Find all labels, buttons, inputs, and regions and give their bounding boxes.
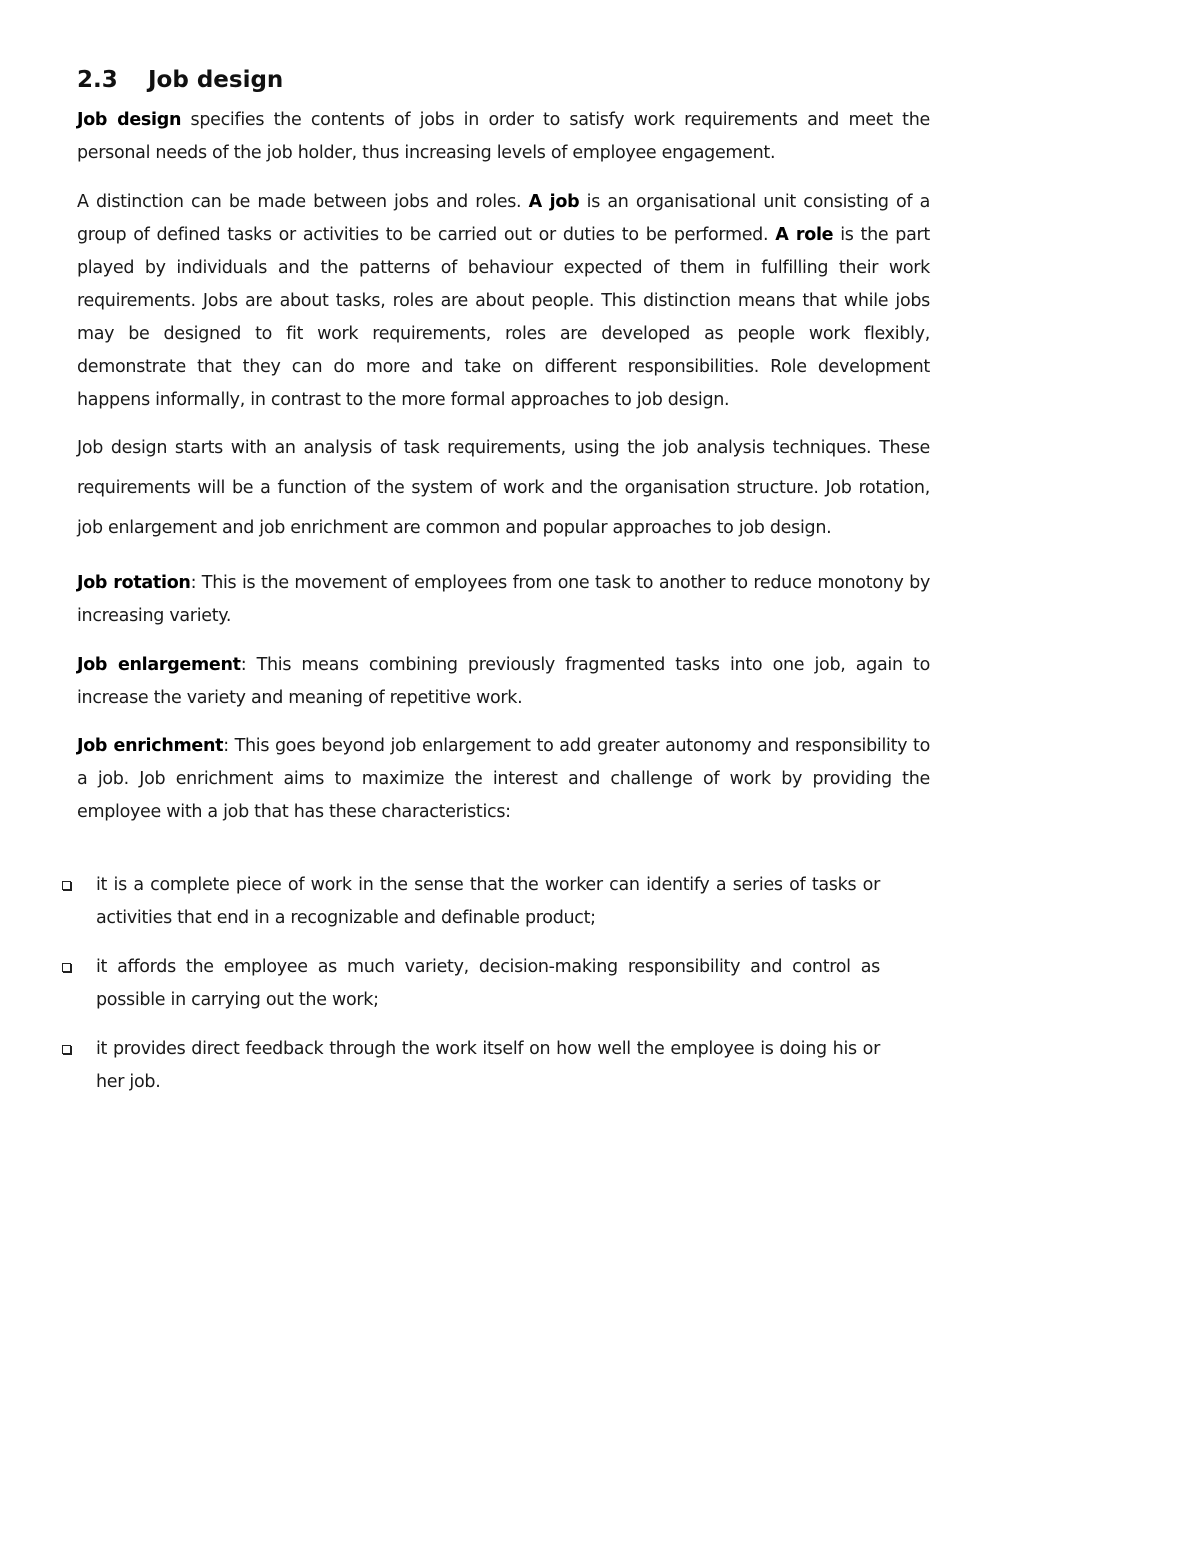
square-bullet-icon — [62, 1045, 71, 1054]
paragraph-text: is an organisational unit consisting of a group of defined tasks or activities to be carried out or duties to be performed. — [77, 192, 931, 245]
paragraph-text: : This means combining previously fragmented tasks into one job, again to increase the variety and meaning of repetitive work. — [77, 655, 930, 708]
list-item — [60, 869, 880, 935]
square-bullet-icon — [62, 963, 71, 972]
list-item — [60, 1033, 880, 1099]
term-job-design: Job design — [77, 110, 182, 130]
list-item-text: it affords the employee as much variety, decision-making responsibility and control as possible in carrying out the work; — [96, 957, 880, 1010]
section-number: 2.3 — [77, 67, 118, 94]
paragraph-job-design-approaches — [77, 428, 930, 548]
term-job-enlargement: Job enlargement — [77, 655, 241, 675]
paragraph-jobs-vs-roles — [77, 186, 930, 417]
square-bullet-icon — [62, 881, 71, 890]
list-item-text: it is a complete piece of work in the sense that the worker can identify a series of tasks or activities that end in a recognizable and definable product; — [96, 875, 880, 928]
list-item — [60, 951, 880, 1017]
paragraph-text: : This goes beyond job enlargement to add greater autonomy and responsibility to a job. Job enrichment aims to maximize the interest and challenge of work by providing the employee with a job that has these characteristics: — [77, 736, 930, 822]
paragraph-job-rotation — [77, 567, 930, 633]
term-job-enrichment: Job enrichment — [77, 736, 224, 756]
paragraph-text: Job design starts with an analysis of task requirements, using the job analysis techniques. These requirements will be a function of the system of work and the organisation structure. Job rotation, job enlargement and job enrichment are common and popular approaches to job design. — [77, 438, 930, 538]
term-job-rotation: Job rotation — [77, 573, 191, 593]
section-heading — [77, 67, 283, 93]
section-title: Job design — [148, 67, 284, 94]
paragraph-job-enlargement — [77, 649, 930, 715]
paragraph-text: A distinction can be made between jobs and roles. — [77, 192, 529, 212]
paragraph-text: is the part played by individuals and the patterns of behaviour expected of them in fulfilling their work requirements. Jobs are about tasks, roles are about people. This distinction means that while jobs may be designed to fit work requirements, roles are developed as people work flexibly, demonstrate that they can do more and take on different responsibilities. Role development happens informally, in contrast to the more formal approaches to job design. — [77, 225, 930, 410]
paragraph-text: specifies the contents of jobs in order to satisfy work requirements and meet the personal needs of the job holder, thus increasing levels of employee engagement. — [77, 110, 930, 163]
characteristics-list — [60, 869, 880, 1115]
list-item-text: it provides direct feedback through the work itself on how well the employee is doing his or her job. — [96, 1039, 880, 1092]
paragraph-text: : This is the movement of employees from one task to another to reduce monotony by increasing variety. — [77, 573, 931, 626]
paragraph-job-enrichment — [77, 730, 930, 829]
term-a-job: A job — [528, 192, 580, 212]
paragraph-job-design-definition — [77, 104, 930, 170]
term-a-role: A role — [775, 225, 834, 245]
